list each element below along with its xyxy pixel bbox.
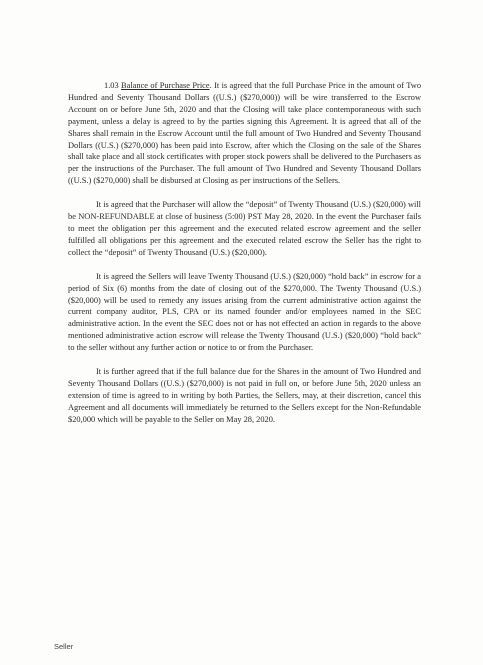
hold-back-paragraph: It is agreed the Sellers will leave Twenty Thousand (U.S.) ($20,000) “hold back” in escrow for a period of Six (6) months from the date of closing out of the $270,000. The Twenty Thousand (U.S.) ($20,000) will be used to remedy any issues arising from the current administrative action against the current company auditor, PLS, CPA or its named founder and/or employees named in the SEC administrative action. In the event the SEC does not or has not effected an action in regards to the above mentioned administrative action escrow will release the Twenty Thousand (U.S.) ($20,000) “hold back” to the seller without any further action or notice to or from the Purchaser. <box>68 271 421 353</box>
section-intro-text: . It is agreed that the full Purchase Price in the amount of Two Hundred and Seventy Thousand Dollars ((U.S.) ($270,000)) will be wire transferred to the Escrow Account on or before June 5th, 2020 and that the Closing will take place contemporaneous with such payment, unless a delay is agreed to by the parties signing this Agreement. It is agreed that all of the Shares shall remain in the Escrow Account until the full amount of Two Hundred and Seventy Thousand Dollars ((U.S.) ($270,000) has been paid into Escrow, after which the Closing on the sale of the Shares shall take place and all stock certificates with proper stock powers shall be delivered to the Purchasers as per the instructions of the Purchaser. The full amount of Two Hundred and Seventy Thousand Dollars ((U.S.) ($270,000) shall be disbursed at Closing as per instructions of the Sellers. <box>68 81 422 186</box>
deposit-paragraph: It is agreed that the Purchaser will allow the “deposit” of Twenty Thousand (U.S.) ($20,000) will be NON-REFUNDABLE at close of business (5:00) PST May 28, 2020. In the event the Purchaser fails to meet the obligation per this agreement and the executed related escrow agreement and the seller fulfilled all obligations per this agreement and the executed related escrow the Seller has the right to collect the “deposit” of Twenty Thousand (U.S.) ($20,000). <box>68 200 421 257</box>
section-heading: Balance of Purchase Price <box>121 81 210 90</box>
document-body <box>68 80 421 438</box>
balance-due-paragraph: It is further agreed that if the full balance due for the Shares in the amount of Two Hundred and Seventy Thousand Dollars ((U.S.) ($270,000) is not paid in full on, or before June 5th, 2020 unless an extension of time is agreed to in writing by both Parties, the Sellers, may, at their discretion, cancel this Agreement and all documents will immediately be returned to the Sellers except for the Non-Refundable $20,000 which will be payable to the Seller on May 28, 2020. <box>68 367 421 424</box>
section-number: 1.03 <box>104 81 119 90</box>
footer-label: Seller <box>54 642 74 651</box>
section-1-03-paragraph <box>68 80 421 187</box>
